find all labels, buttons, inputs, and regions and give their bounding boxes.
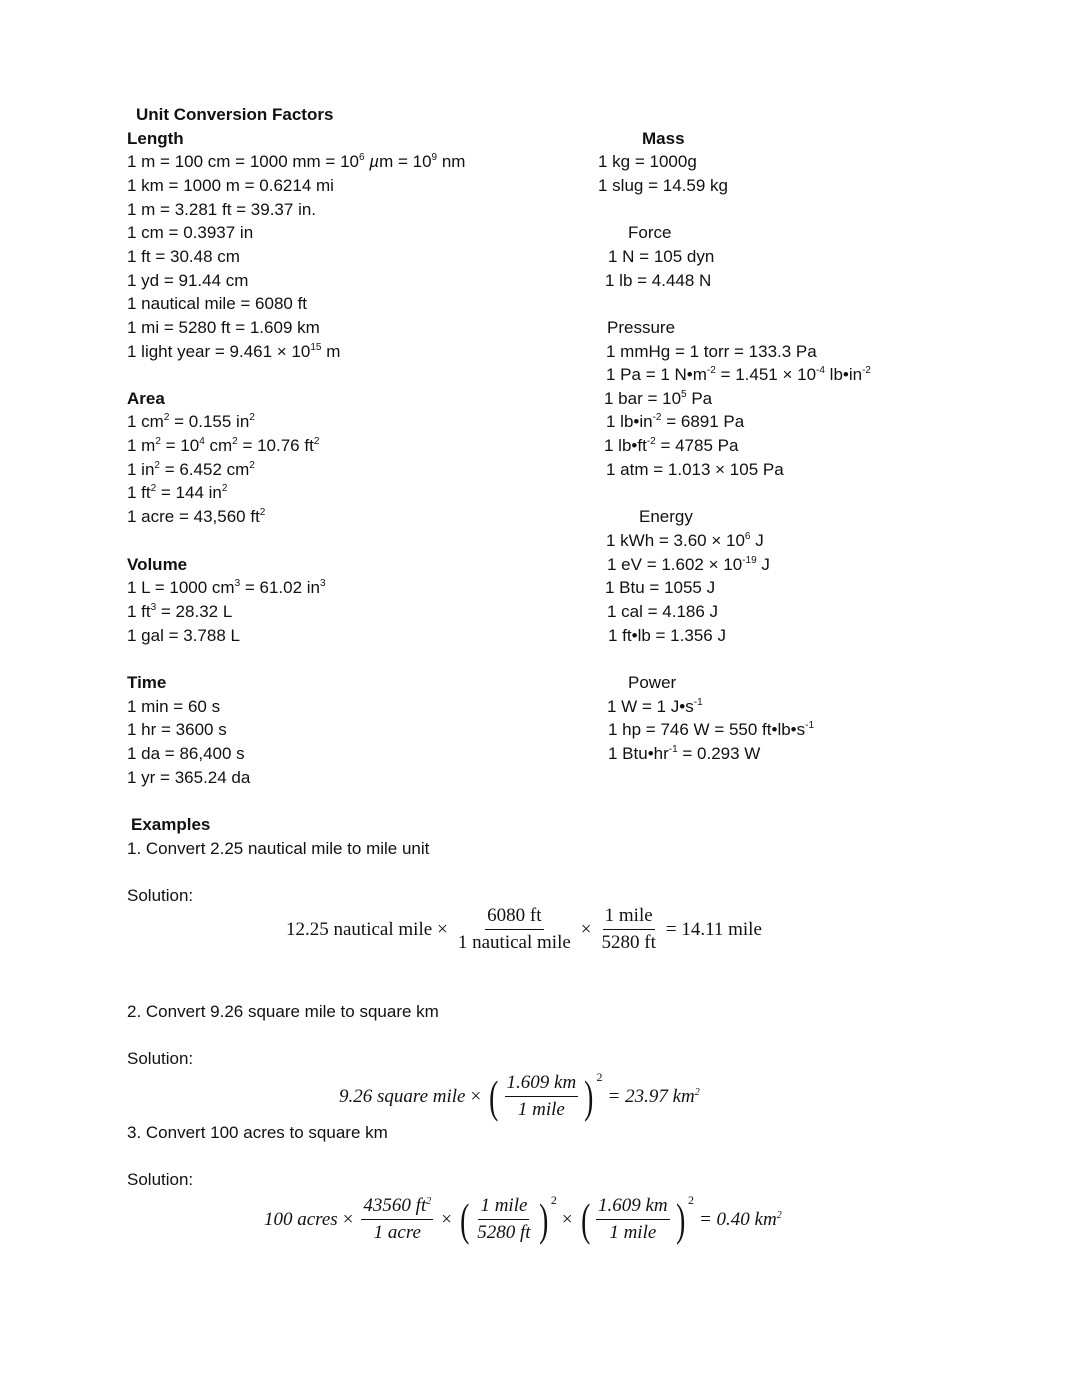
energy-line-3: 1 Btu = 1055 J <box>605 578 716 597</box>
pressure-line-6: 1 atm = 1.013 × 105 Pa <box>606 460 784 479</box>
length-line-2: 1 km = 1000 m = 0.6214 mi <box>127 176 334 195</box>
eq1-lhs: 12.25 nautical mile <box>286 918 433 940</box>
example-3-question: 3. Convert 100 acres to square km <box>127 1123 388 1142</box>
heading-length: Length <box>127 129 184 148</box>
heading-time: Time <box>127 673 167 692</box>
time-line-2: 1 hr = 3600 s <box>127 720 227 739</box>
power-line-2: 1 hp = 746 W = 550 $ft•lb•s^{-1}$ <box>608 720 815 739</box>
length-line-9: 1 light year = $9.461 \times 10^{15}$ m <box>127 342 341 361</box>
eq2-lhs: 9.26 square mile <box>339 1085 466 1107</box>
example-3-solution-label: Solution: <box>127 1170 194 1189</box>
example-1-solution-label: Solution: <box>127 886 194 905</box>
eq3-fraction-3: $\frac{1.609 km}{\text{1 mile}}$ <box>597 1195 668 1243</box>
length-line-7: 1 nautical mile = 6080 ft <box>127 294 308 313</box>
mass-line-1: 1 kg = 1000g <box>598 152 697 171</box>
heading-volume: Volume <box>127 555 188 574</box>
time-line-3: 1 da = 86,400 s <box>127 744 245 763</box>
energy-line-2: 1 eV = $1.602 \times 10^{-19}$ J <box>607 555 770 574</box>
eq3-result: = 0.40 $km^2$ <box>698 1208 782 1230</box>
mass-line-2: 1 slug = 14.59 kg <box>598 176 728 195</box>
energy-line-4: 1 cal = 4.186 J <box>607 602 719 621</box>
length-line-3: 1 m = 3.281 ft = 39.37 in. <box>127 200 317 219</box>
example-1-question: 1. Convert 2.25 nautical mile to mile unit <box>127 839 430 858</box>
eq3-fraction-1: $\frac{43560 ft^2}{\text{1 acre}}$ <box>363 1195 432 1243</box>
length-line-1: 1 m = 100 cm = 1000 mm = $10^6$ $\mu m = 10^9$ nm <box>127 152 466 171</box>
length-line-8: 1 mi = 5280 ft = 1.609 km <box>127 318 320 337</box>
length-line-4: 1 cm = 0.3937 in <box>127 223 254 242</box>
pressure-line-5: 1 $lb•ft^{-2} = 4785$ Pa <box>604 436 739 455</box>
heading-area: Area <box>127 389 165 408</box>
heading-energy: Energy <box>639 507 693 526</box>
volume-line-2: 1 $ft^3 = 28.32$ L <box>127 602 233 621</box>
power-line-1: 1 W = 1 $J•s^{-1}$ <box>607 697 703 716</box>
eq1-result: = 14.11 mile <box>665 918 762 940</box>
length-line-5: 1 ft = 30.48 cm <box>127 247 240 266</box>
example-1-equation: 12.25 nautical mile × $\frac{6080 ft}{\text{1 nautical mile}}$ × $\frac{\text{1 mile}}{5280 ft}$ = 14.11 mile <box>286 905 762 953</box>
volume-line-1: 1 L = 1000 $cm^3 = 61.02$ $in^3$ <box>127 578 326 597</box>
heading-mass: Mass <box>642 129 685 148</box>
time-line-1: 1 min = 60 s <box>127 697 221 716</box>
length-line-6: 1 yd = 91.44 cm <box>127 271 249 290</box>
power-line-3: 1 $Btu•hr^{-1} = 0.293$ W <box>608 744 761 763</box>
eq1-fraction-1: $\frac{6080 ft}{\text{1 nautical mile}}$ <box>457 905 571 953</box>
force-line-2: 1 lb = 4.448 N <box>605 271 712 290</box>
eq2-result: = 23.97 $km^2$ <box>607 1085 700 1107</box>
heading-pressure: Pressure <box>607 318 676 337</box>
heading-force: Force <box>628 223 672 242</box>
eq3-fraction-2: $\frac{\text{1 mile}}{5280 ft}$ <box>477 1195 531 1243</box>
pressure-line-3: 1 bar = $10^5$ Pa <box>604 389 713 408</box>
energy-line-1: 1 kWh = $3.60 \times 10^6$ J <box>606 531 764 550</box>
heading-examples: Examples <box>131 815 211 834</box>
eq3-lhs: 100 acres <box>264 1208 338 1230</box>
eq1-fraction-2: $\frac{\text{1 mile}}{5280 ft}$ <box>601 905 656 953</box>
area-line-3: 1 $in^2 = 6.452$ $cm^2$ <box>127 460 255 479</box>
eq2-fraction-1: $\frac{1.609 km}{\text{1 mile}}$ <box>506 1072 577 1120</box>
heading-power: Power <box>628 673 677 692</box>
pressure-line-2: 1 Pa = 1 $N•m^{-2} = 1.451 \times 10^{-4}$ $lb•in^{-2}$ <box>606 365 871 384</box>
pressure-line-4: 1 $lb•in^{-2} = 6891$ Pa <box>606 412 745 431</box>
area-line-5: 1 acre = 43,560 $ft^2$ <box>127 507 266 526</box>
page-title: Unit Conversion Factors <box>136 105 334 124</box>
area-line-4: 1 $ft^2 = 144$ $in^2$ <box>127 483 228 502</box>
pressure-line-1: 1 mmHg = 1 torr = 133.3 Pa <box>606 342 817 361</box>
volume-line-3: 1 gal = 3.788 L <box>127 626 240 645</box>
time-line-4: 1 yr = 365.24 da <box>127 768 251 787</box>
example-2-question: 2. Convert 9.26 square mile to square km <box>127 1002 439 1021</box>
example-2-solution-label: Solution: <box>127 1049 194 1068</box>
force-line-1: 1 N = 105 dyn <box>608 247 715 266</box>
example-3-equation: 100 acres × $\frac{43560 ft^2}{\text{1 acre}}$ × ( $\frac{\text{1 mile}}{5280 ft}$ ) 2 × ( $\frac{1.609 km}{\text{1 mile}}$ ) 2 = 0.40 $km^2$ <box>264 1193 782 1245</box>
area-line-2: 1 $m^2 = 10^4$ $cm^2 = 10.76$ $ft^2$ <box>127 436 320 455</box>
example-2-equation: 9.26 square mile × ( $\frac{1.609 km}{\text{1 mile}}$ ) 2 = 23.97 $km^2$ <box>339 1070 700 1122</box>
area-line-1: 1 $cm^2 = 0.155$ $in^2$ <box>127 412 255 431</box>
energy-line-5: 1 ft•lb = 1.356 J <box>608 626 726 645</box>
